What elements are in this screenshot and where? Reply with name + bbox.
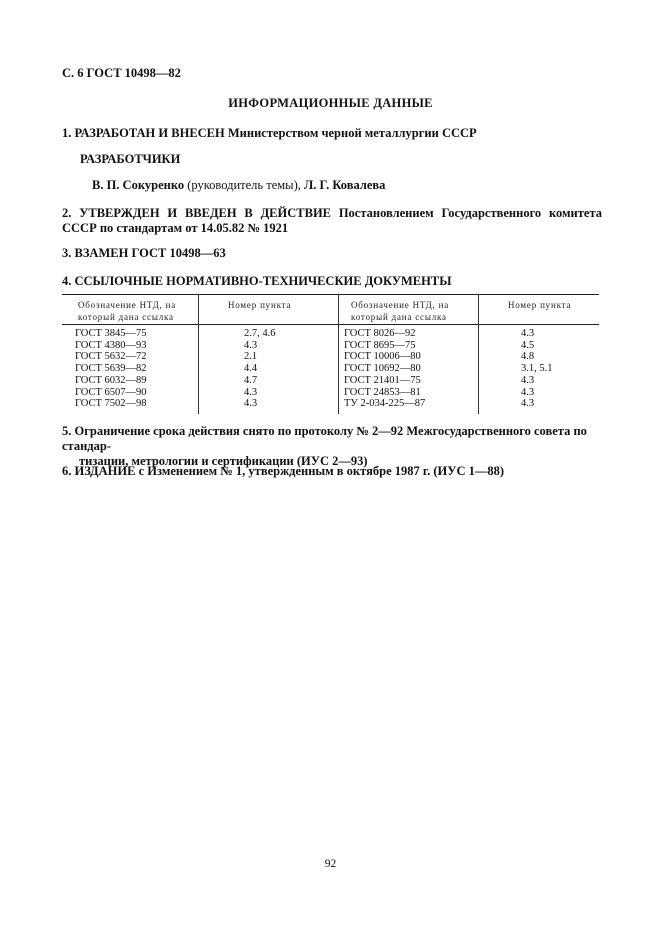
table-cell: ГОСТ 5639—82 [75, 363, 147, 375]
section-4-references-heading: 4. ССЫЛОЧНЫЕ НОРМАТИВНО-ТЕХНИЧЕСКИЕ ДОКУМЕНТЫ [62, 274, 452, 288]
table-cell: 4.3 [244, 386, 258, 398]
table-cell: 4.8 [521, 351, 535, 363]
page-number: 92 [324, 858, 337, 870]
table-cell: 4.3 [521, 398, 535, 410]
left-doc-column [75, 328, 147, 410]
table-cell: 4.3 [244, 339, 258, 351]
table-cell: 4.3 [244, 398, 258, 410]
table-column-divider [198, 294, 199, 414]
table-cell: 2.7, 4.6 [244, 328, 276, 339]
developers-heading: РАЗРАБОТЧИКИ [80, 152, 181, 166]
header-item-right: Номер пункта [508, 300, 572, 310]
header-doc-line2: который дана ссылка [78, 312, 174, 322]
table-column-divider [478, 294, 479, 414]
table-cell: ГОСТ 7502—98 [75, 398, 147, 410]
table-cell: ГОСТ 10692—80 [344, 363, 421, 375]
table-cell: ГОСТ 6507—90 [75, 386, 147, 398]
table-cell: 4.3 [521, 328, 535, 339]
developers-list [92, 178, 385, 193]
header-item-left: Номер пункта [228, 300, 292, 310]
table-cell: ГОСТ 24853—81 [344, 386, 421, 398]
table-cell: 2.1 [244, 351, 258, 363]
table-top-rule [62, 294, 599, 295]
table-cell: 4.3 [521, 386, 535, 398]
table-cell: ГОСТ 21401—75 [344, 374, 421, 386]
section-1-developed-by: 1. РАЗРАБОТАН И ВНЕСЕН Министерством черной металлургии СССР [62, 126, 477, 140]
table-cell: 3.1, 5.1 [521, 363, 553, 375]
developer-2-name: Л. Г. Ковалева [303, 178, 386, 192]
table-header-rule [62, 324, 599, 325]
table-cell: 4.4 [244, 363, 258, 375]
table-cell: ТУ 2-034-225—87 [344, 398, 426, 410]
table-cell: ГОСТ 3845—75 [75, 328, 147, 339]
table-cell: 4.3 [521, 374, 535, 386]
header-doc-line1: Обозначение НТД, на [351, 300, 450, 310]
table-cell: 4.5 [521, 339, 535, 351]
table-cell: 4.7 [244, 374, 258, 386]
section-5-line-2: тизации, метрологии и сертификации (ИУС 2—93) [79, 454, 368, 468]
right-doc-column [344, 328, 425, 410]
section-5-line-1: 5. Ограничение срока действия снято по протоколу № 2—92 Межгосударственного совета по стандар- [62, 424, 587, 453]
document-title: ИНФОРМАЦИОННЫЕ ДАННЫЕ [228, 96, 433, 110]
section-5-limitation [62, 424, 602, 469]
section-2-approved: 2. УТВЕРЖДЕН И ВВЕДЕН В ДЕЙСТВИЕ Постановлением Государственного комитета СССР по стандартам от 14.05.82 № 1921 [62, 206, 602, 235]
right-item-column [521, 328, 553, 410]
page-header: С. 6 ГОСТ 10498—82 [62, 66, 181, 80]
left-item-column [244, 328, 276, 410]
table-cell: ГОСТ 8026—92 [344, 328, 416, 339]
header-doc-right [351, 299, 475, 323]
table-column-divider [338, 294, 339, 414]
header-doc-line1: Обозначение НТД, на [78, 300, 177, 310]
table-cell: ГОСТ 4380—93 [75, 339, 147, 351]
developer-1-name: В. П. Сокуренко [92, 178, 185, 192]
header-doc-line2: который дана ссылка [351, 312, 447, 322]
table-cell: ГОСТ 6032—89 [75, 374, 147, 386]
section-6-edition: 6. ИЗДАНИЕ с Изменением № 1, утвержденным в октябре 1987 г. (ИУС 1—88) [62, 464, 505, 478]
table-cell: ГОСТ 8695—75 [344, 339, 416, 351]
references-table [62, 294, 599, 414]
section-3-replaces: 3. ВЗАМЕН ГОСТ 10498—63 [62, 246, 226, 260]
table-cell: ГОСТ 5632—72 [75, 351, 147, 363]
table-cell: ГОСТ 10006—80 [344, 351, 421, 363]
developer-1-role: (руководитель темы), [187, 178, 301, 192]
header-doc-left [78, 299, 196, 323]
